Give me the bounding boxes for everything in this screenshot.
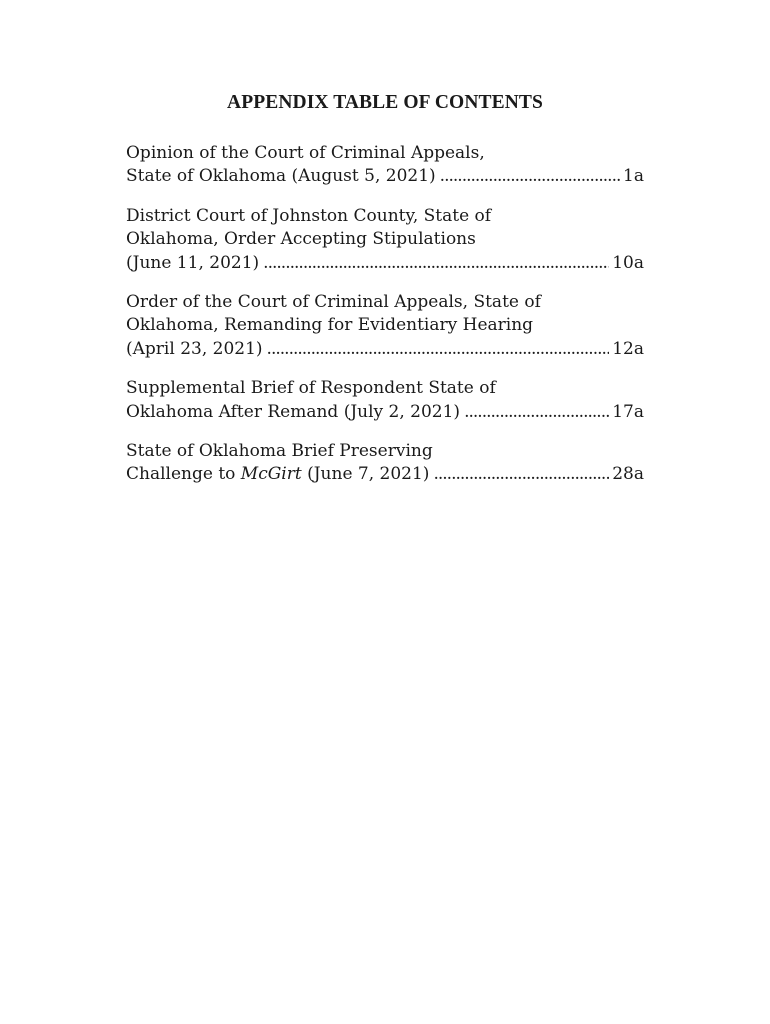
toc-entry-text: [126, 463, 429, 486]
toc-entry-last-line: [126, 463, 644, 486]
toc-entry-text: Oklahoma After Remand (July 2, 2021): [126, 401, 461, 422]
toc-entry-last-line: [126, 252, 644, 275]
toc-entry-last-line: [126, 401, 644, 424]
toc-entry-text: Order of the Court of Criminal Appeals, State of: [126, 292, 541, 313]
toc-page-number: 10a: [612, 252, 644, 273]
table-of-contents: [126, 142, 644, 503]
toc-entry-text: Supplemental Brief of Respondent State of: [126, 378, 496, 399]
toc-page-number: 1a: [623, 166, 644, 187]
toc-entry-last-line: [126, 165, 644, 188]
toc-entry: [126, 142, 644, 189]
toc-entry: [126, 205, 644, 275]
dot-leader: [267, 338, 610, 361]
dot-leader: [433, 463, 609, 486]
toc-entry-text: Oklahoma, Remanding for Evidentiary Hearing: [126, 315, 534, 336]
toc-entry: [126, 377, 644, 424]
dot-leader: [263, 252, 609, 275]
toc-page-number: 28a: [612, 464, 644, 485]
toc-entry-text: State of Oklahoma Brief Preserving: [126, 441, 433, 462]
toc-entry-text: District Court of Johnston County, State of: [126, 205, 492, 226]
toc-entry-text: Oklahoma, Order Accepting Stipulations: [126, 229, 476, 250]
toc-entry-text: State of Oklahoma (August 5, 2021): [126, 166, 436, 187]
toc-entry: [126, 440, 644, 487]
dot-leader: [464, 401, 609, 424]
toc-entry-text: Opinion of the Court of Criminal Appeals,: [126, 143, 485, 163]
toc-page-number: 17a: [612, 401, 644, 422]
toc-entry-text: (June 11, 2021): [126, 252, 260, 273]
page-title: APPENDIX TABLE OF CONTENTS: [227, 92, 543, 113]
toc-entry-text-suffix: (June 7, 2021): [301, 464, 430, 485]
toc-page-number: 12a: [612, 338, 644, 359]
toc-entry-text-prefix: Challenge to: [126, 464, 241, 485]
case-name-italic: McGirt: [240, 464, 302, 485]
dot-leader: [440, 165, 620, 188]
toc-entry: [126, 291, 644, 361]
toc-entry-text: (April 23, 2021): [126, 338, 263, 359]
toc-entry-last-line: [126, 338, 644, 361]
